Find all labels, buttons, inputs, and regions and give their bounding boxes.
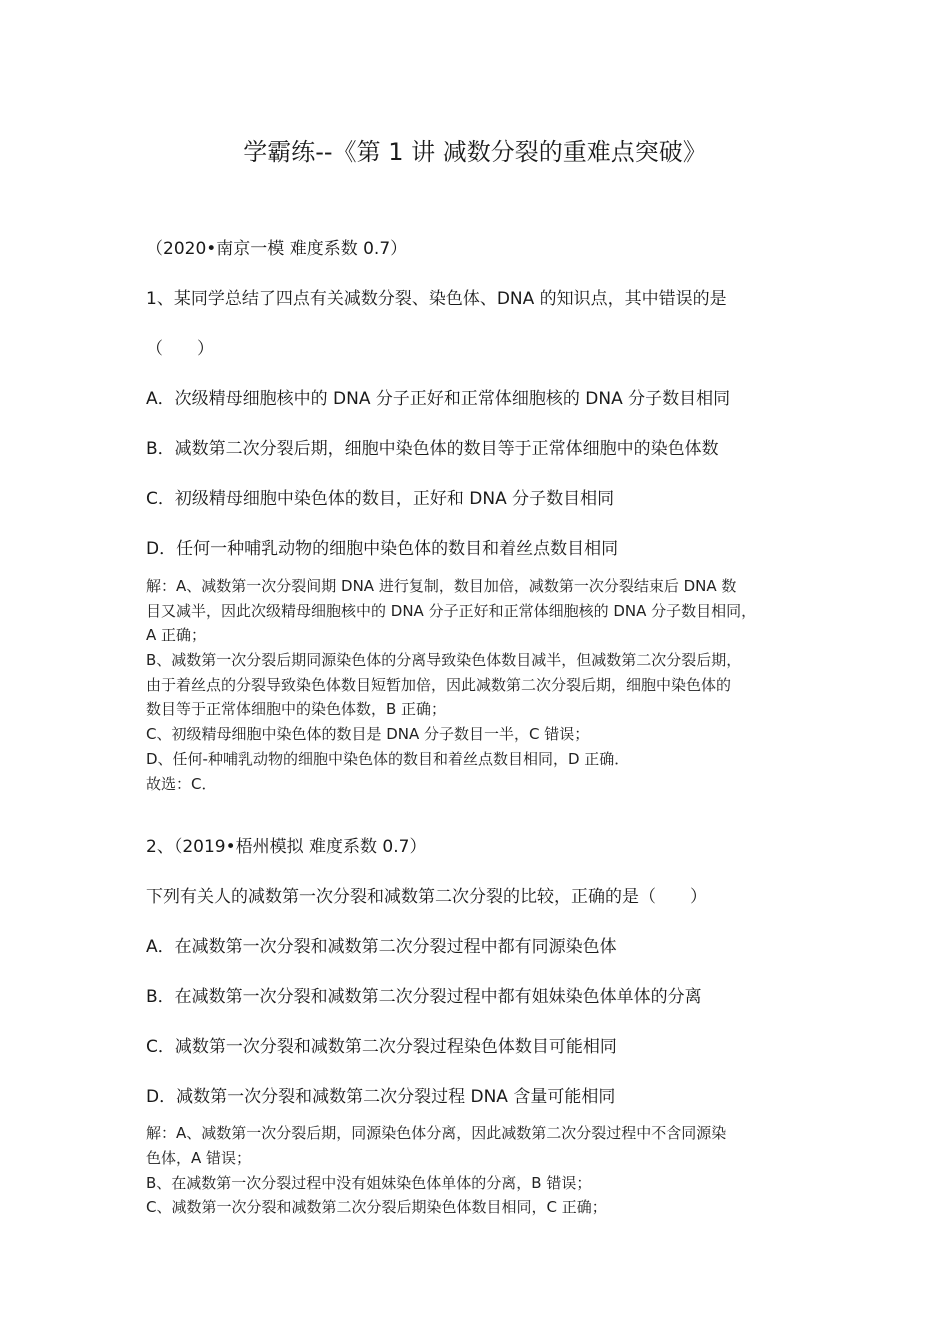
q1-explanation-line: 由于着丝点的分裂导致染色体数目短暂加倍，因此减数第二次分裂后期，细胞中染色体的 [146,676,732,694]
q1-explanation-line: 解：A、减数第一次分裂间期 DNA 进行复制，数目加倍，减数第一次分裂结束后 DNA 数 [146,577,737,595]
q1-option-c: C．初级精母细胞中染色体的数目，正好和 DNA 分子数目相同 [146,489,615,509]
q2-option-c: C．减数第一次分裂和减数第二次分裂过程染色体数目可能相同 [146,1037,617,1057]
q1-option-b: B．减数第二次分裂后期，细胞中染色体的数目等于正常体细胞中的染色体数 [146,439,719,459]
q1-option-a: A．次级精母细胞核中的 DNA 分子正好和正常体细胞核的 DNA 分子数目相同 [146,389,731,409]
q2-explanation-line: B、在减数第一次分裂过程中没有姐妹染色体单体的分离，B 错误； [146,1174,592,1192]
q2-explanation-line: C、减数第一次分裂和减数第二次分裂后期染色体数目相同，C 正确； [146,1198,607,1216]
q2-option-a: A．在减数第一次分裂和减数第二次分裂过程中都有同源染色体 [146,937,617,957]
q1-explanation-line: D、任何-种哺乳动物的细胞中染色体的数目和着丝点数目相同，D 正确． [146,750,630,768]
q2-option-b: B．在减数第一次分裂和减数第二次分裂过程中都有姐妹染色体单体的分离 [146,987,702,1007]
q1-source: （2020•南京一模 难度系数 0.7） [146,239,408,259]
q1-explanation-line: 数目等于正常体细胞中的染色体数，B 正确； [146,700,447,718]
q1-explanation-line: B、减数第一次分裂后期同源染色体的分离导致染色体数目减半，但减数第二次分裂后期， [146,651,742,669]
q1-answer-blank: （ ） [146,339,214,359]
q1-stem: 1、某同学总结了四点有关减数分裂、染色体、DNA 的知识点，其中错误的是 [146,289,727,309]
q2-stem: 下列有关人的减数第一次分裂和减数第二次分裂的比较，正确的是（ ） [146,887,707,907]
page-title: 学霸练--《第 1 讲 减数分裂的重难点突破》 [243,138,707,166]
q1-option-d: D．任何一种哺乳动物的细胞中染色体的数目和着丝点数目相同 [146,539,619,559]
q1-explanation-line: A 正确； [146,626,207,644]
q1-explanation-line: 目又减半，因此次级精母细胞核中的 DNA 分子正好和正常体细胞核的 DNA 分子数目相同， [146,602,757,620]
q2-explanation-line: 色体，A 错误； [146,1149,252,1167]
q2-explanation-line: 解：A、减数第一次分裂后期，同源染色体分离，因此减数第二次分裂过程中不含同源染 [146,1124,727,1142]
q1-explanation-conclusion: 故选：C． [146,775,217,793]
q2-source: 2、（2019•梧州模拟 难度系数 0.7） [146,837,427,857]
q2-option-d: D．减数第一次分裂和减数第二次分裂过程 DNA 含量可能相同 [146,1087,616,1107]
q1-explanation-line: C、初级精母细胞中染色体的数目是 DNA 分子数目一半，C 错误； [146,725,590,743]
